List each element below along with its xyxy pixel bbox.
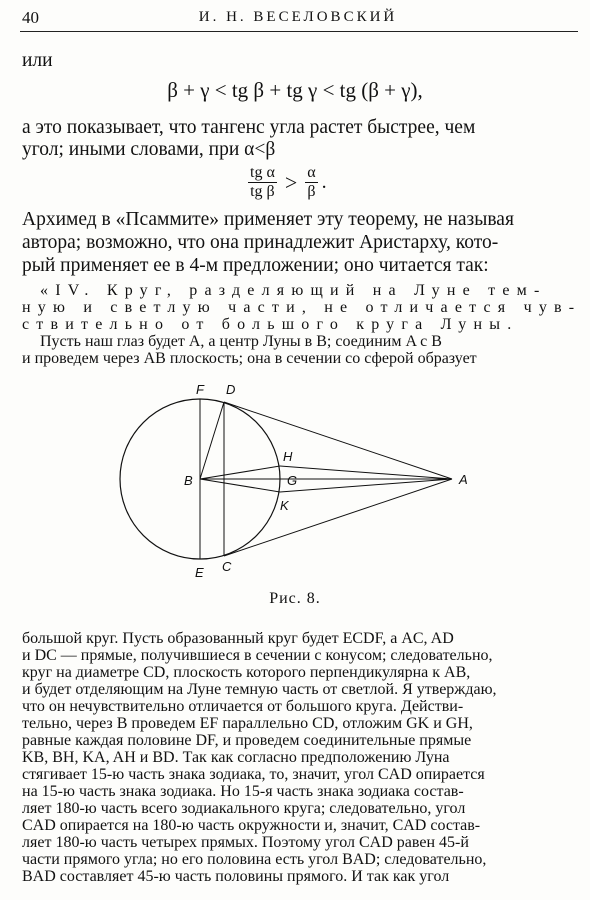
body-line: круг на диаметре CD, плоскость которого перпендикулярна к AB, — [22, 664, 471, 681]
label-A: A — [459, 472, 468, 487]
label-D: D — [226, 382, 236, 397]
fraction-period: . — [321, 171, 327, 193]
para-2-line-1: Архимед в «Псаммите» применяет эту теорему, не называя — [22, 209, 514, 230]
body-line: стягивает 15-ю часть знака зодиака, то, значит, угол CAD опирается — [22, 766, 485, 783]
fraction-left-denominator: tg β — [250, 183, 275, 200]
body-line: на 15-ю часть знака зодиака. Но 15-я часть знака зодиака состав- — [22, 783, 464, 800]
body-line: что он нечувствительно отличается от большого круга. Действи- — [22, 698, 464, 715]
line-AD — [224, 402, 452, 479]
line-AK — [280, 479, 452, 492]
greater-than-sign: > — [284, 169, 298, 195]
quote-line-3: ствительно от большого круга Луны. — [22, 316, 519, 333]
body-line: ляет 180-ю часть четырех прямых. Поэтому угол CAD равен 45-й — [22, 834, 469, 851]
label-F: F — [196, 382, 204, 397]
para-2-line-3: рый применяет ее в 4-м предложении; оно читается так: — [22, 255, 489, 276]
formula-fraction — [248, 164, 327, 201]
text-ili: или — [22, 50, 53, 71]
line-BK — [200, 479, 280, 492]
page-header — [22, 8, 574, 30]
body-line: тельно, через B проведем EF параллельно CD, отложим GK и GH, — [22, 715, 473, 732]
quote-line-5: и проведем через AB плоскость; она в сечении со сферой образует — [22, 350, 477, 367]
quote-line-1: «IV. Круг, разделяющий на Луне тем- — [40, 282, 547, 299]
line-BD — [200, 402, 224, 479]
label-C: C — [222, 559, 232, 574]
fraction-left — [248, 164, 277, 201]
label-G: G — [287, 473, 298, 488]
header-rule — [20, 31, 578, 32]
body-line: KB, BH, KA, AH и BD. Так как согласно предположению Луна — [22, 749, 450, 766]
running-head: И. Н. ВЕСЕЛОВСКИЙ — [198, 9, 398, 25]
label-H: H — [283, 449, 293, 464]
fraction-right-numerator: α — [307, 164, 316, 181]
para-1-line-1: а это показывает, что тангенс угла растет быстрее, чем — [22, 117, 476, 138]
figure-caption: Рис. 8. — [269, 590, 321, 607]
body-line: ляет 180-ю часть всего зодиакального круга; следовательно, угол — [22, 800, 466, 817]
label-B: B — [184, 473, 193, 488]
fraction-right-denominator: β — [307, 183, 316, 200]
body-line: CAD опирается на 180-ю часть окружности и, значит, CAD состав- — [22, 817, 481, 834]
body-line: части прямого угла; но его половина есть угол BAD; следовательно, — [22, 851, 487, 868]
para-2-line-2: автора; возможно, что она принадлежит Аристарху, кото- — [22, 232, 499, 253]
page-number: 40 — [22, 8, 39, 27]
quote-line-4: Пусть наш глаз будет A, а центр Луны в B; соединим A с B — [40, 333, 442, 350]
figure-8-diagram — [0, 370, 590, 585]
quote-line-2: ную и светлую части, не отличается чув- — [22, 299, 582, 316]
body-line: большой круг. Пусть образованный круг будет ECDF, а AC, AD — [22, 630, 454, 647]
fraction-left-numerator: tg α — [250, 164, 275, 181]
para-1-line-2: угол; иными словами, при α<β — [22, 139, 276, 160]
body-line: равные каждая половине DF, и проведем соединительные прямые — [22, 732, 472, 749]
fraction-right — [305, 164, 317, 201]
line-AH — [280, 466, 452, 479]
label-E: E — [195, 565, 204, 580]
body-line: и будет отделяющим на Луне темную часть от светлой. Я утверждаю, — [22, 681, 497, 698]
body-line: и DC — прямые, получившиеся в сечении с конусом; следовательно, — [22, 647, 493, 664]
line-AC — [224, 479, 452, 556]
label-K: K — [280, 498, 289, 513]
body-line: BAD составляет 45-ю часть половины прямого. И так как угол — [22, 868, 450, 885]
formula-inequality: β + γ < tg β + tg γ < tg (β + γ), — [167, 78, 423, 102]
line-BH — [200, 466, 280, 479]
